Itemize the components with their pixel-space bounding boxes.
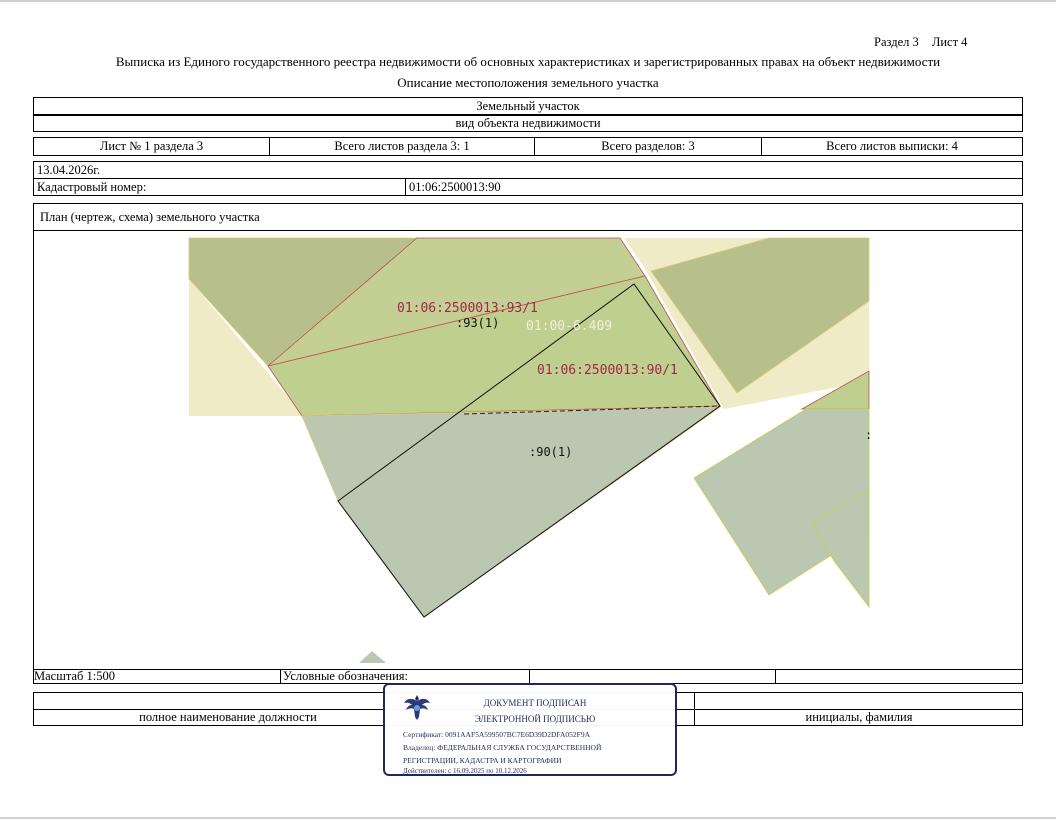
sheet-info-row (33, 137, 1023, 156)
cadastral-label: Кадастровый номер: (37, 179, 147, 194)
object-name: Земельный участок (476, 98, 580, 113)
label-short-90-1: :90(1) (529, 445, 573, 459)
stamp-owner-line1: Владелец: ФЕДЕРАЛЬНАЯ СЛУЖБА ГОСУДАРСТВЕННОЙ (403, 743, 602, 752)
stamp-title-line2: ЭЛЕКТРОННОЙ ПОДПИСЬЮ (474, 714, 596, 724)
stamp-certificate: Сертификат: 0091AAF5A599507BC7E6D39D2DFA052F9A (403, 730, 591, 739)
parcel-plan (33, 230, 1023, 670)
label-zone: 01:00-6.409 (526, 319, 613, 334)
plan-title: План (чертеж, схема) земельного участка (40, 210, 260, 224)
extract-date: 13.04.2026г. (37, 162, 101, 177)
parcel-map (34, 231, 1023, 670)
total-sheets-extract: Всего листов выписки: 4 (826, 139, 958, 153)
label-edge-mark: : (865, 428, 873, 442)
object-kind-row (33, 115, 1023, 132)
legend-divider-2 (775, 670, 776, 683)
stamp-validity: Действителен: с 16.09.2025 по 10.12.2026 (403, 767, 527, 775)
top-edge (0, 0, 1056, 2)
legend-divider-1 (529, 670, 530, 683)
document-subtitle: Описание местоположения земельного участка (397, 75, 659, 90)
scale-legend-row (33, 669, 1023, 684)
sheet-label: Лист 4 (931, 35, 968, 49)
scale-label: Масштаб 1:500 (34, 669, 115, 683)
label-parcel-90-1: 01:06:2500013:90/1 (537, 363, 678, 378)
date-row (33, 161, 1023, 179)
bottom-edge (0, 817, 1056, 819)
cadastral-row (33, 178, 1023, 196)
total-sections: Всего разделов: 3 (535, 138, 762, 155)
parcel-90 (302, 407, 720, 617)
total-sheets-section: Всего листов раздела 3: 1 (270, 138, 535, 155)
legend-label: Условные обозначения: (283, 669, 409, 683)
bottom-fragment (359, 651, 386, 663)
signature-right-divider (694, 692, 695, 726)
sheet-of-section: Лист № 1 раздела 3 (34, 138, 270, 155)
scale-divider (280, 670, 281, 683)
stamp-owner-line2: РЕГИСТРАЦИИ, КАДАСТРА И КАРТОГРАФИИ (403, 756, 562, 765)
section-label: Раздел 3 (874, 35, 919, 49)
section-sheet-header (874, 35, 977, 50)
label-parcel-93-1: 01:06:2500013:93/1 (397, 301, 538, 316)
stamp-title-line1: ДОКУМЕНТ ПОДПИСАН (483, 698, 587, 708)
object-kind-caption: вид объекта недвижимости (455, 116, 601, 130)
object-name-row (33, 97, 1023, 115)
cadastral-number: 01:06:2500013:90 (409, 179, 501, 194)
plan-title-row (33, 203, 1023, 231)
document-title: Выписка из Единого государственного реестра недвижимости об основных характеристиках и зарегистрированных правах на объект недвижимости (115, 54, 941, 69)
position-caption: полное наименование должности (139, 710, 317, 724)
e-signature-stamp (383, 683, 677, 776)
label-short-93-1: :93(1) (456, 316, 500, 330)
initials-caption: инициалы, фамилия (805, 710, 913, 724)
